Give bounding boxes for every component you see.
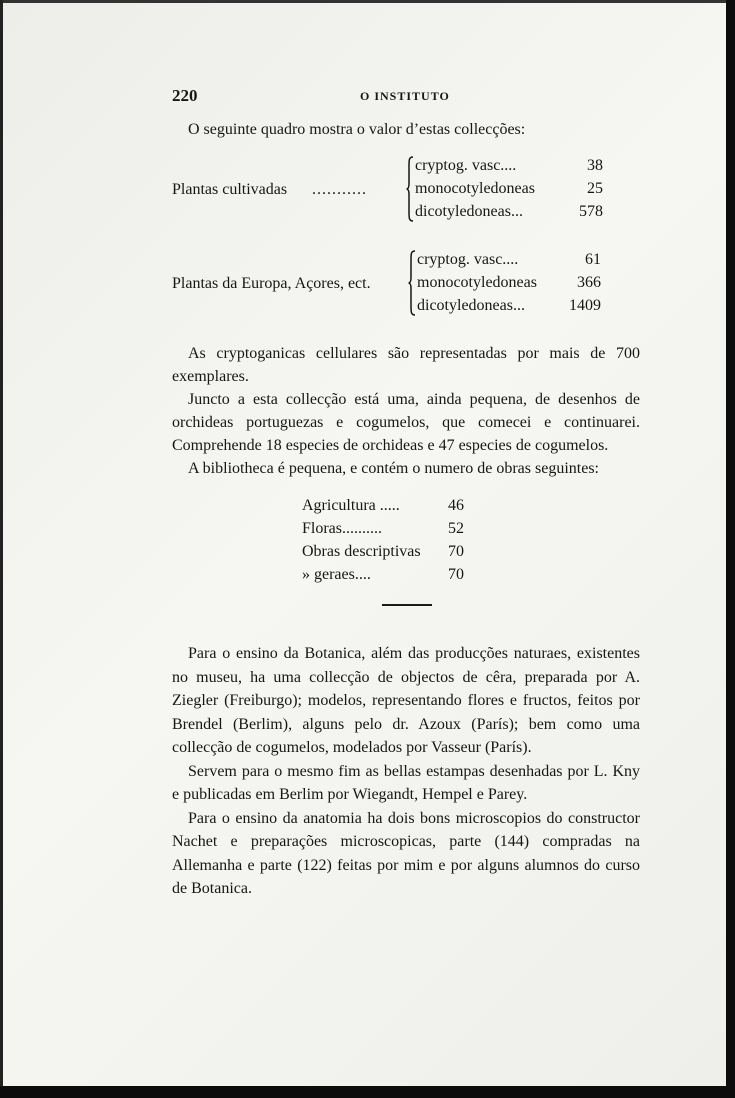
scan-border-left	[0, 0, 3, 1098]
collection-label: Plantas da Europa, Açores, ect.	[172, 275, 371, 292]
library-row	[302, 517, 464, 540]
library-list	[302, 494, 464, 586]
library-value: 52	[448, 520, 464, 537]
library-row	[302, 494, 464, 517]
library-name: Floras..........	[302, 520, 382, 537]
library-value: 46	[448, 497, 464, 514]
paragraph: A bibliotheca é pequena, e contém o numero de obras seguintes:	[188, 460, 599, 477]
library-name: Obras descriptivas	[302, 543, 421, 560]
library-row	[302, 563, 464, 586]
collection-row	[417, 248, 601, 271]
brace-icon	[406, 156, 414, 222]
collection-row	[415, 200, 603, 223]
brace-icon	[408, 250, 416, 316]
library-row	[302, 540, 464, 563]
paragraph: Juncto a esta collecção está uma, ainda pequena, de desenhos de orchideas portuguezas e cogumelos, que comecei e continuarei. Comprehende 18 especies de orchideas e 47 especies de cogumelos.	[172, 391, 640, 454]
library-value: 70	[448, 543, 464, 560]
body-part-2	[172, 642, 640, 901]
collection-rows	[417, 248, 601, 317]
scan-border-right	[726, 0, 735, 1098]
row-name: monocotyledoneas	[417, 274, 537, 291]
collection-row	[415, 177, 603, 200]
section-divider	[382, 604, 432, 606]
row-value: 25	[587, 180, 603, 197]
paragraph: As cryptoganicas cellulares são representadas por mais de 700 exemplares.	[172, 345, 640, 385]
row-name: cryptog. vasc....	[415, 157, 517, 174]
library-value: 70	[448, 566, 464, 583]
paragraph: Para o ensino da anatomia ha dois bons microscopios do constructor Nachet e preparações microscopicas, parte (144) compradas na Allemanha e parte (122) feitas por mim e por alguns alumnos do curso de Botanica.	[172, 809, 640, 897]
library-name: » geraes....	[302, 566, 371, 583]
row-value: 38	[587, 157, 603, 174]
leader-dots: ...........	[312, 181, 367, 198]
paragraph: Para o ensino da Botanica, além das producções naturaes, existentes no museu, ha uma collecção de objectos de cêra, preparada por A. Ziegler (Freiburgo); modelos, representando flores e fructos, feitos por Brendel (Berlim), alguns pelo dr. Azoux (París); bem como uma collecção de cogumelos, modelados por Vasseur (París).	[172, 645, 640, 756]
row-name: cryptog. vasc....	[417, 251, 519, 268]
collection-rows	[415, 154, 603, 223]
row-value: 366	[577, 274, 601, 291]
row-value: 578	[579, 203, 603, 220]
collection-group-europe	[172, 248, 640, 320]
running-title: O INSTITUTO	[360, 89, 450, 103]
body-part-1	[172, 342, 640, 480]
collection-row	[415, 154, 603, 177]
scan-border-bottom	[0, 1086, 735, 1098]
collection-label: Plantas cultivadas	[172, 181, 288, 198]
collection-group-cultivated	[172, 154, 640, 226]
row-name: dicotyledoneas...	[415, 203, 523, 220]
paragraph: Servem para o mesmo fim as bellas estampas desenhadas por L. Kny e publicadas em Berlim por Wiegandt, Hempel e Parey.	[172, 762, 640, 803]
intro-text: O seguinte quadro mostra o valor d’estas collecções:	[188, 121, 526, 138]
row-value: 61	[585, 251, 601, 268]
row-value: 1409	[569, 297, 601, 314]
scan-border-top	[0, 0, 735, 3]
collection-row	[417, 294, 601, 317]
page-header	[172, 84, 640, 112]
row-name: dicotyledoneas...	[417, 297, 525, 314]
page-number: 220	[172, 86, 198, 105]
page-content	[172, 84, 640, 901]
library-name: Agricultura .....	[302, 497, 400, 514]
row-name: monocotyledoneas	[415, 180, 535, 197]
collection-row	[417, 271, 601, 294]
